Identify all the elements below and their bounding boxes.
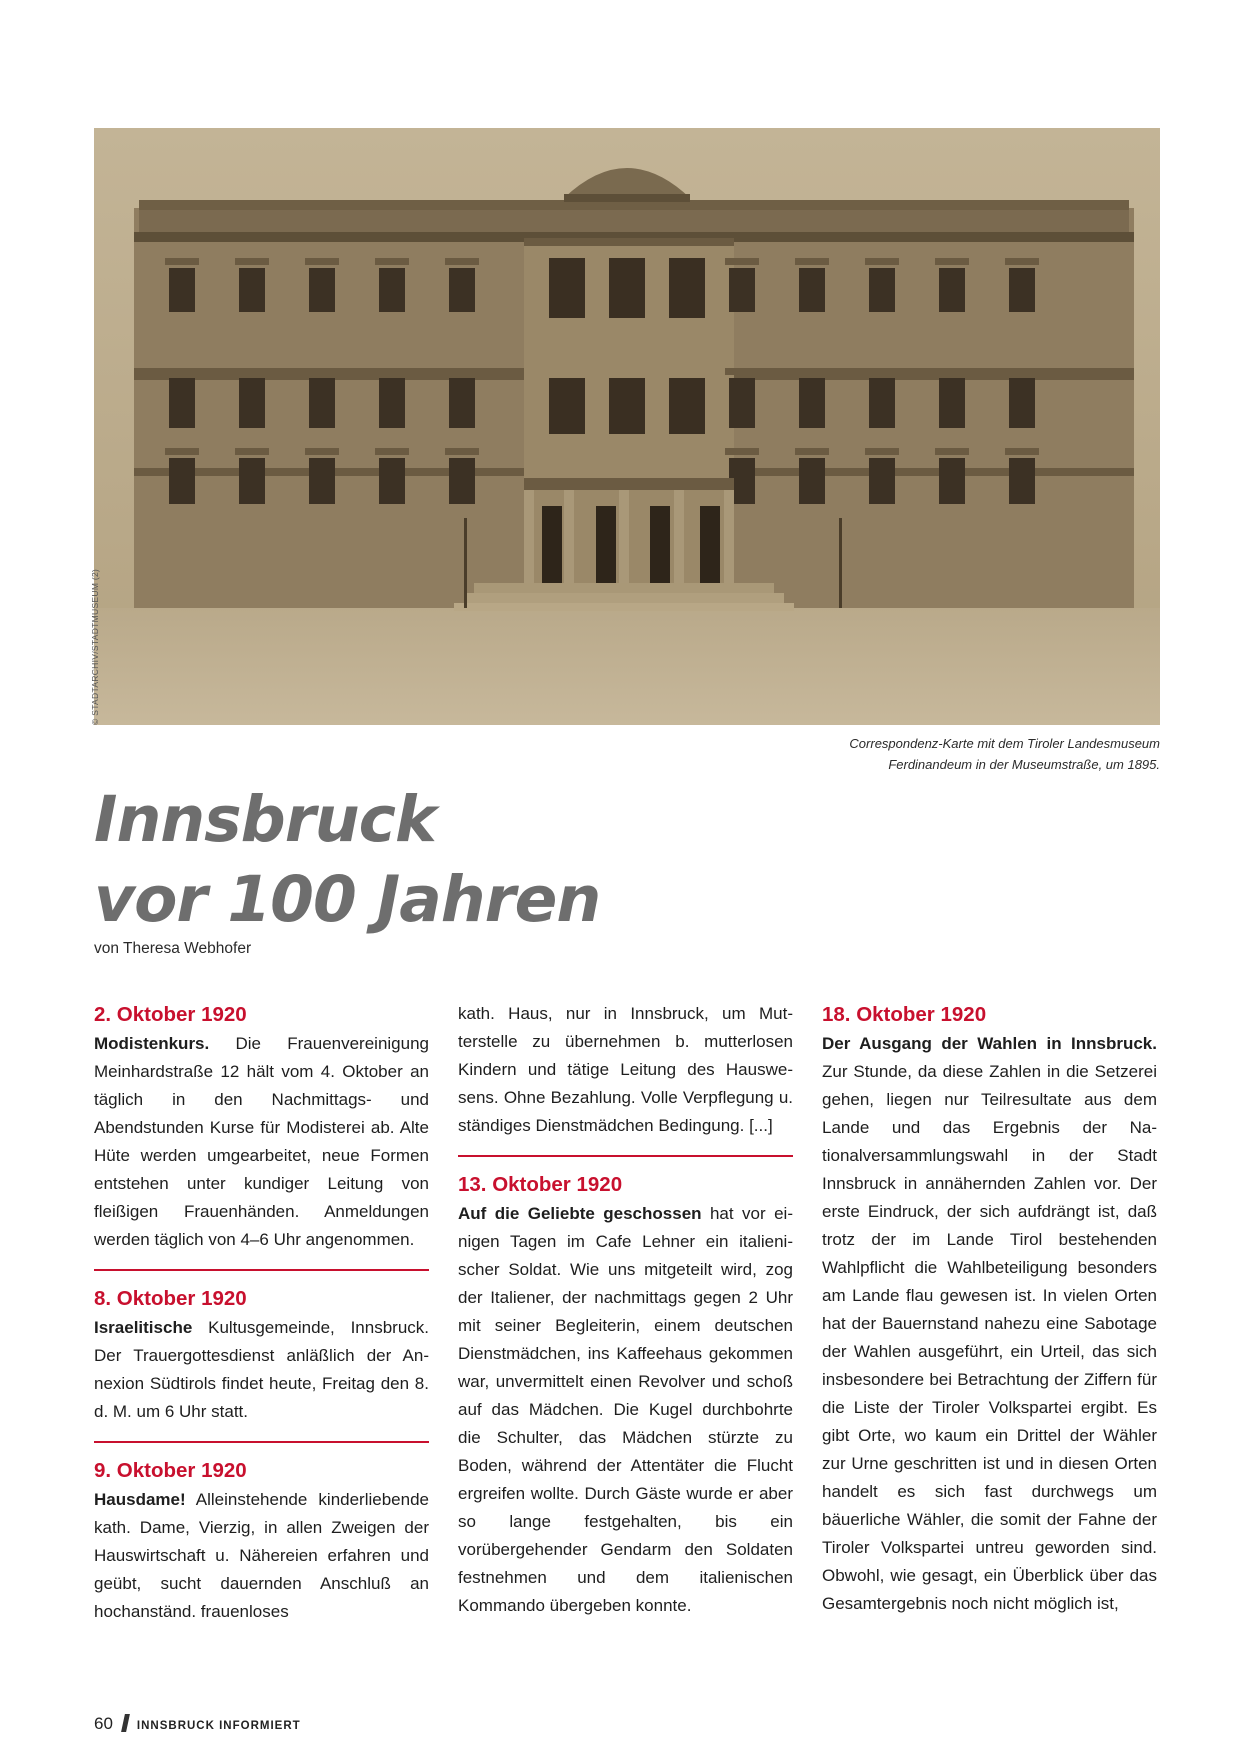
text-column-3	[822, 1000, 1157, 1618]
entry-lead: Hausdame!	[94, 1490, 186, 1509]
window-pediment	[1005, 448, 1039, 455]
window-pediment	[235, 368, 269, 375]
window	[799, 458, 825, 504]
entry-lead: Israelitische	[94, 1318, 193, 1337]
window-pediment	[865, 448, 899, 455]
title-line: Innsbruck	[94, 783, 436, 856]
window-pediment	[305, 368, 339, 375]
window-pediment	[235, 448, 269, 455]
entry-text: Zur Stunde, da diese Zahlen in die Setzerei gehen, liegen nur Teilresultate aus dem Lande und das Ergebnis der Nationalversammlungswahl in der Stadt Innsbruck in annähernden Zahlen vor. Der erste Eindruck, der sich aufdrängt ist, daß trotz der im Lande Tirol bestehenden Wahlpflicht die Wahlbeteiligung besonders am Lande flau gewesen ist. In vielen Orten hat der Bauernstand nahezu eine Sabotage der Wahlen ausgeführt, ein Urteil, das sich insbesondere bei Betrachtung der Ziffern für die Liste der Tiroler Volkspartei ergibt. Es gibt Orte, wo kaum ein Drittel der Wähler zur Urne geschritten ist und in diesen Orten handelt es sich fast durchwegs um bäuerliche Wähler, die somit der Fahne der Tiroler Volkspartei untreu geworden sind. Obwohl, wie gesagt, ein Überblick über das Gesamtergebnis noch nicht möglich ist,	[822, 1062, 1157, 1613]
window	[799, 378, 825, 428]
column	[724, 490, 734, 583]
window	[869, 378, 895, 428]
window	[239, 378, 265, 428]
window-pediment	[375, 258, 409, 265]
arched-window	[549, 378, 585, 434]
arched-window	[549, 258, 585, 318]
window-pediment	[235, 258, 269, 265]
arched-window	[609, 258, 645, 318]
entry-body	[94, 1486, 429, 1626]
window-pediment	[165, 258, 199, 265]
window	[1009, 378, 1035, 428]
entry-8-oktober	[94, 1284, 429, 1426]
column	[674, 490, 684, 583]
entry-date: 9. Oktober 1920	[94, 1459, 247, 1482]
window-pediment	[795, 448, 829, 455]
window	[1009, 268, 1035, 312]
page-footer	[94, 1714, 301, 1734]
entry-date: 2. Oktober 1920	[94, 1003, 247, 1026]
window	[449, 268, 475, 312]
window	[449, 378, 475, 428]
window	[869, 458, 895, 504]
article-title	[94, 780, 600, 940]
window-pediment	[165, 368, 199, 375]
entry-text: Kultusgemeinde, Innsbruck. Der Trauergottesdienst anläßlich der Annexion Südtirols findet heute, Freitag den 8. d. M. um 6 Uhr statt.	[94, 1318, 429, 1421]
window-pediment	[1005, 368, 1039, 375]
window	[169, 458, 195, 504]
portal-door	[650, 506, 670, 583]
entry-date: 8. Oktober 1920	[94, 1287, 247, 1310]
portal-door	[700, 506, 720, 583]
window	[449, 458, 475, 504]
entry-body	[94, 1030, 429, 1254]
window	[379, 268, 405, 312]
window	[939, 458, 965, 504]
window-pediment	[865, 258, 899, 265]
postcard-photo	[94, 128, 1160, 725]
column	[564, 490, 574, 583]
photo-credit: © STADTARCHIV/STADTMUSEUM (2)	[90, 568, 100, 725]
window-pediment	[725, 258, 759, 265]
entry-13-oktober	[458, 1170, 793, 1620]
text-column-1	[94, 1000, 429, 1626]
window-pediment	[865, 368, 899, 375]
window	[169, 268, 195, 312]
window-pediment	[935, 258, 969, 265]
window	[309, 458, 335, 504]
section-divider	[94, 1441, 429, 1443]
column	[524, 490, 534, 583]
window-pediment	[445, 258, 479, 265]
article-byline: von Theresa Webhofer	[94, 940, 252, 957]
window	[239, 458, 265, 504]
window	[309, 268, 335, 312]
window	[379, 378, 405, 428]
caption-line: Correspondenz-Karte mit dem Tiroler Landesmuseum	[849, 736, 1160, 751]
arched-window	[609, 378, 645, 434]
window-pediment	[725, 368, 759, 375]
window	[799, 268, 825, 312]
window-pediment	[375, 448, 409, 455]
entry-text: hat vor einigen Tagen im Cafe Lehner ein italienischer Soldat. Wie uns mitgeteilt wird, zog der Italiener, der nachmittags gegen 2 Uhr mit seiner Begleiterin, einem deutschen Dienstmädchen, ins Kaffeehaus gekommen war, unvermittelt einen Revolver und schoß auf das Mädchen. Die Kugel durchbohrte die Schulter, das Mädchen stürzte zu Boden, während der Attentäter die Flucht ergreifen wollte. Durch Gäste wurde er aber so lange festgehalten, bis ein vorübergehender Gendarm den Soldaten festnehmen und dem italienischen Kommando übergeben konnte.	[458, 1204, 793, 1615]
title-line: vor 100 Jahren	[94, 863, 601, 936]
ferdinandeum-building-illustration	[94, 128, 1160, 725]
photo-caption	[740, 733, 1160, 775]
window-pediment	[445, 448, 479, 455]
window	[309, 378, 335, 428]
column	[619, 490, 629, 583]
arched-window	[669, 378, 705, 434]
window	[169, 378, 195, 428]
text-column-2	[458, 1000, 793, 1620]
portal-door	[542, 506, 562, 583]
entry-9-oktober-continued	[458, 1000, 793, 1140]
entry-body: kath. Haus, nur in Innsbruck, um Mutterstelle zu übernehmen b. mutterlosen Kindern und tätige Leitung des Hauswesens. Ohne Bezahlung. Volle Verpflegung u. ständiges Dienstmädchen Bedingung. [...]	[458, 1004, 793, 1135]
window-pediment	[445, 368, 479, 375]
entry-2-oktober	[94, 1000, 429, 1254]
entry-lead: Auf die Geliebte geschossen	[458, 1204, 702, 1223]
window-pediment	[725, 448, 759, 455]
entry-date: 13. Oktober 1920	[458, 1173, 623, 1196]
window	[939, 378, 965, 428]
window-pediment	[305, 448, 339, 455]
window-pediment	[795, 368, 829, 375]
page-number: 60	[94, 1714, 113, 1733]
entry-lead: Der Ausgang der Wahlen in Innsbruck.	[822, 1034, 1157, 1053]
portal-door	[596, 506, 616, 583]
entry-body	[458, 1200, 793, 1620]
window	[869, 268, 895, 312]
window	[729, 268, 755, 312]
window-pediment	[305, 258, 339, 265]
window-pediment	[375, 368, 409, 375]
entry-lead: Modistenkurs.	[94, 1034, 210, 1053]
magazine-name: INNSBRUCK INFORMIERT	[136, 1720, 301, 1732]
entry-body	[822, 1030, 1157, 1618]
window	[1009, 458, 1035, 504]
entry-18-oktober	[822, 1000, 1157, 1618]
window	[379, 458, 405, 504]
entry-date: 18. Oktober 1920	[822, 1003, 987, 1026]
entry-text: Alleinstehende kinderliebende kath. Dame, Vierzig, in allen Zweigen der Hauswirtschaft u. Nähereien erfahren und geübt, sucht dauernden Anschluß an hochanständ. frauenloses	[94, 1490, 429, 1621]
slash-divider-icon	[121, 1714, 130, 1732]
window-pediment	[165, 448, 199, 455]
window-pediment	[795, 258, 829, 265]
window-pediment	[1005, 258, 1039, 265]
window-pediment	[935, 448, 969, 455]
arched-window	[669, 258, 705, 318]
entry-body	[94, 1314, 429, 1426]
window-pediment	[935, 368, 969, 375]
entry-9-oktober	[94, 1456, 429, 1626]
window	[239, 268, 265, 312]
window	[729, 378, 755, 428]
caption-line: Ferdinandeum in der Museumstraße, um 1895.	[888, 757, 1160, 772]
section-divider	[94, 1269, 429, 1271]
section-divider	[458, 1155, 793, 1157]
entry-text: Die Frauenvereinigung Meinhardstraße 12 hält vom 4. Oktober an täglich in den Nachmittags- und Abendstunden Kurse für Modisterei ab. Alte Hüte werden umgearbeitet, neue Formen entstehen unter kundiger Leitung von fleißigen Frauenhänden. Anmeldungen werden täglich von 4–6 Uhr angenommen.	[94, 1034, 429, 1249]
window	[939, 268, 965, 312]
